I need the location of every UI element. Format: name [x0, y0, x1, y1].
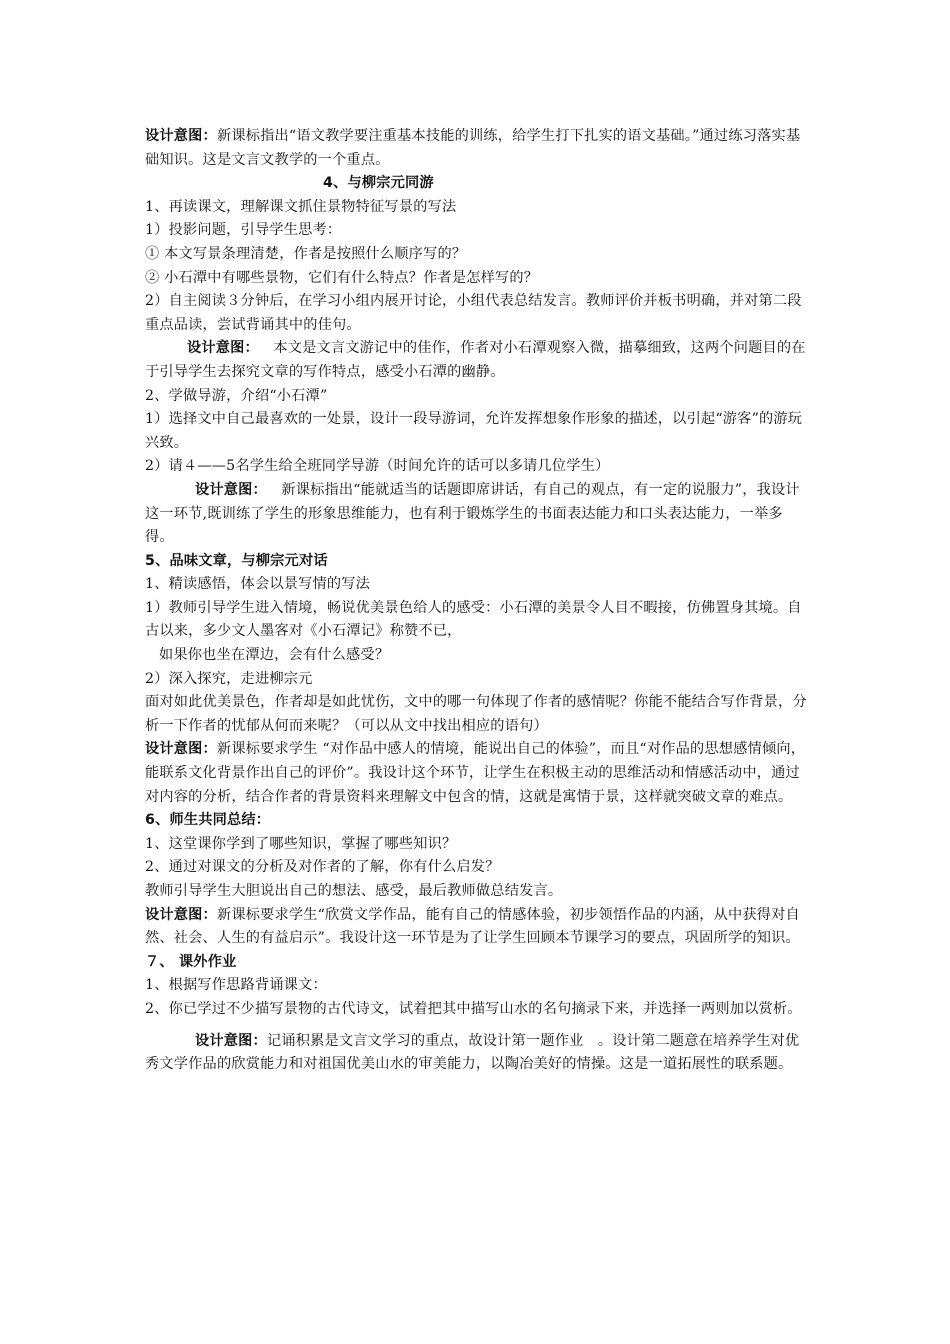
design-intent-paragraph: [145, 479, 810, 550]
section-heading: 5、品味文章，与柳宗元对话: [145, 552, 328, 569]
paragraph: 2、你已学过不少描写景物的古代诗文，试着把其中描写山水的名句摘录下来，并选择一两则加以赏析。: [145, 1000, 802, 1017]
document-page: [145, 125, 810, 1077]
paragraph: 1）投影问题，引导学生思考：: [145, 222, 342, 239]
paragraph: 1）教师引导学生进入情境，畅说优美景色给人的感受：小石潭的美景令人目不暇接，仿佛置身其境。自古以来，多少文人墨客对《小石潭记》称赞不已，: [145, 599, 802, 640]
section-heading: ７、 课外作业: [145, 953, 237, 970]
section-heading: 4、与柳宗元同游: [323, 175, 434, 192]
paragraph-text: 新课标要求学生 “对作品中感人的情境，能说出自己的体验”，而且“对作品的思想感情倾向，能联系文化背景作出自己的评价”。我设计这个环节，让学生在积极主动的思维活动和情感活动中，通过对内容的分析，结合作者的背景资料来理解文中包含的情，这就是寓情于景，这样就突破文章的难点。: [145, 741, 806, 805]
design-intent-label: 设计意图：: [187, 340, 259, 357]
design-intent-paragraph: [145, 337, 810, 384]
paragraph: 2）深入探究，走进柳宗元: [145, 670, 313, 687]
paragraph: 如果你也坐在潭边，会有什么感受？: [159, 647, 390, 664]
paragraph: 1、这堂课你学到了哪些知识，掌握了哪些知识？: [145, 835, 457, 852]
design-intent-label: 设计意图：: [145, 906, 217, 923]
design-intent-paragraph: [145, 904, 810, 951]
paragraph: ② 小石潭中有哪些景物，它们有什么特点？作者是怎样写的？: [145, 269, 539, 286]
paragraph: 1、再读课文，理解课文抓住景物特征写景的写法: [145, 198, 457, 215]
paragraph-text: 本文是文言文游记中的佳作，作者对小石潭观察入微，描摹细致，这两个问题目的在于引导学生去探究文章的写作特点，感受小石潭的幽静。: [145, 340, 806, 380]
paragraph: 1）选择文中自己最喜欢的一处景，设计一段导游词，允许发挥想象作形象的描述，以引起“游客”的游玩兴致。: [145, 411, 803, 451]
paragraph: 2）请４——5名学生给全班同学导游（时间允许的话可以多请几位学生）: [145, 458, 610, 475]
paragraph: 2）自主阅读３分钟后，在学习小组内展开讨论，小组代表总结发言。教师评价并板书明确，并对第二段重点品读，尝试背诵其中的佳句。: [145, 293, 802, 333]
paragraph-text: 新课标指出“语文教学要注重基本技能的训练，给学生打下扎实的语文基础。”通过练习落实基础知识。这是文言文教学的一个重点。: [145, 128, 801, 168]
section-heading: 6、师生共同总结：: [145, 812, 271, 829]
paragraph-text: 记诵积累是文言文学习的重点，故设计第一题作业 。设计第二题意在培养学生对优秀文学作品的欣赏能力和对祖国优美山水的审美能力，以陶冶美好的情操。这是一道拓展性的联系题。: [145, 1032, 800, 1073]
design-intent-label: 设计意图：: [145, 128, 217, 144]
paragraph: 1、精读感悟，体会以景写情的写法: [145, 576, 371, 593]
design-intent-label: 设计意图：: [195, 481, 267, 498]
design-intent-paragraph: [145, 125, 810, 172]
design-intent-paragraph: [145, 1030, 810, 1077]
design-intent-label: 设计意图：: [195, 1032, 267, 1049]
paragraph-text: 新课标要求学生“欣赏文学作品，能有自己的情感体验，初步领悟作品的内涵，从中获得对自然、社会、人生的有益启示”。我设计这一环节是为了让学生回顾本节课学习的要点，巩固所学的知识。: [145, 906, 800, 947]
paragraph-text: 新课标指出“能就适当的话题即席讲话，有自己的观点，有一定的说服力”，我设计这一环节,既训练了学生的形象思维能力，也有利于锻炼学生的书面表达能力和口头表达能力，一举多得。: [145, 481, 800, 546]
paragraph: 2、通过对课文的分析及对作者的了解，你有什么启发？: [145, 859, 500, 876]
design-intent-paragraph: [145, 738, 810, 809]
paragraph: ① 本文写景条理清楚，作者是按照什么顺序写的？: [145, 245, 467, 262]
design-intent-label: 设计意图：: [145, 741, 217, 758]
paragraph: 1、根据写作思路背诵课文：: [145, 977, 327, 994]
paragraph: 教师引导学生大胆说出自己的想法、感受，最后教师做总结发言。: [145, 883, 563, 899]
paragraph: 面对如此优美景色，作者却是如此忧伤，文中的哪一句体现了作者的感情呢？你能不能结合写作背景，分析一下作者的忧郁从何而来呢？（可以从文中找出相应的语句）: [145, 694, 807, 734]
paragraph: 2、学做导游，介绍“小石潭”: [145, 387, 328, 404]
